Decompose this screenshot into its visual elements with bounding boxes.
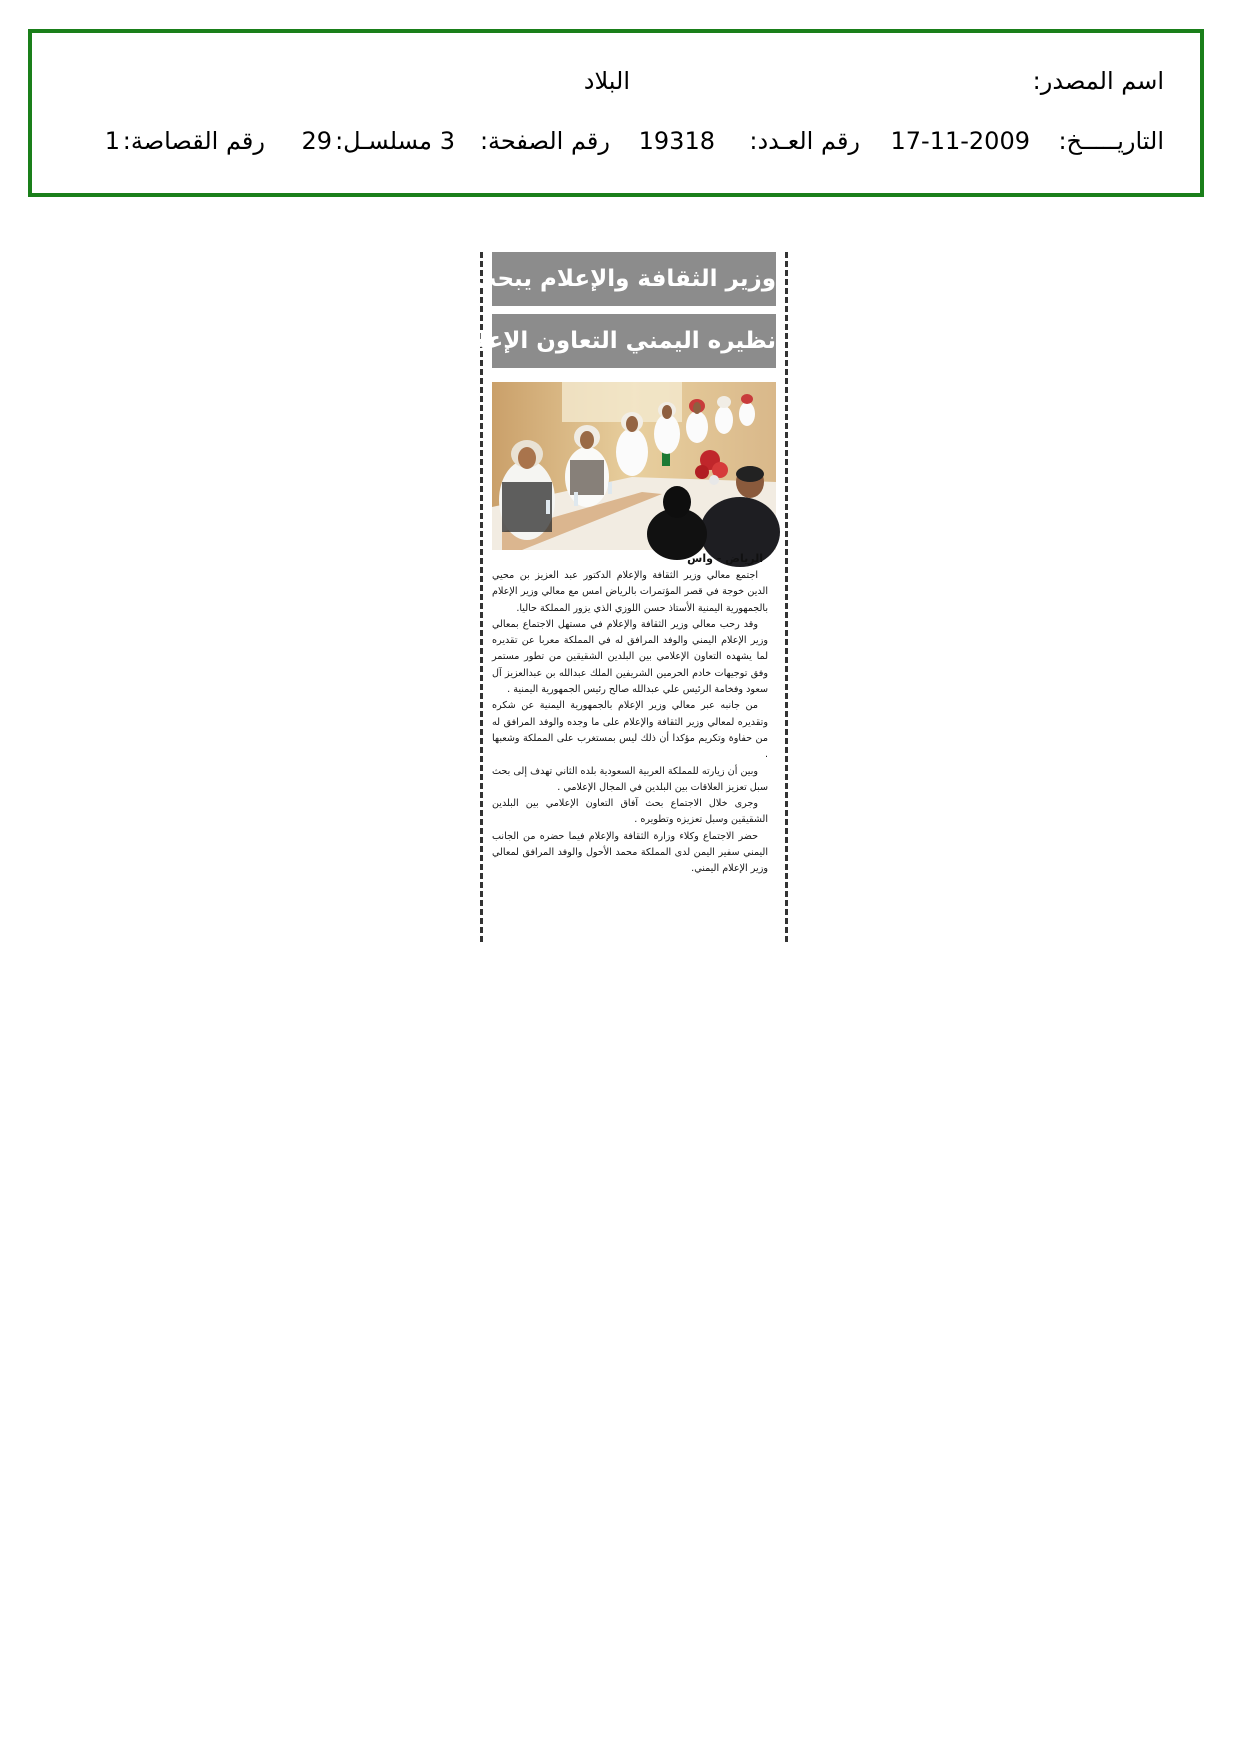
article-dateline: الرياض - واس (687, 552, 763, 565)
date-label: التاريـــــخ: (1058, 127, 1164, 155)
issue-value: 19318 (638, 127, 715, 155)
article-paragraph: اجتمع معالي وزير الثقافة والإعلام الدكتور عبد العزيز بن محيي الدين خوجة في قصر المؤتمرات بالرياض امس مع معالي وزير الإعلام بالجمهورية اليمنية الأستاذ حسن اللوزي الذي يزور المملكة حاليا. (492, 570, 768, 614)
clipping-info-box (28, 29, 1204, 197)
source-row (32, 61, 1200, 101)
headline-line-2: نظيره اليمني التعاون الإعلامي (492, 314, 776, 368)
page-label: رقم الصفحة: (479, 127, 610, 155)
headline-line-1: وزير الثقافة والإعلام يبحث مع (492, 252, 776, 306)
serial-value: 29 (301, 127, 332, 155)
meeting-photo-image (492, 382, 776, 550)
clip-number-label: رقم القصاصة: (122, 127, 265, 155)
article-paragraph: وقد رحب معالي وزير الثقافة والإعلام في مستهل الاجتماع بمعالي وزير الإعلام اليمني والوفد المرافق له في المملكة معربا عن تقديره لما يشهده التعاون الإعلامي بين البلدين الشقيقين من تطور مستمر وفق توجيهات خادم الحرمين الشريفين الملك عبدالله بن عبدالعزيز آل سعود وفخامة الرئيس علي عبدالله صالح رئيس الجمهورية اليمنية . (492, 618, 768, 696)
details-row (32, 121, 1200, 161)
article-paragraph: وجرى خلال الاجتماع بحث آفاق التعاون الإعلامي بين البلدين الشقيقين وسبل تعزيزه وتطويره . (492, 798, 768, 826)
meeting-photo (492, 382, 776, 550)
article-paragraph: وبين أن زيارته للمملكة العربية السعودية بلده الثاني تهدف إلى بحث سبل تعزيز العلاقات بين البلدين في المجال الإعلامي . (492, 765, 768, 793)
source-label: اسم المصدر: (1032, 67, 1164, 95)
serial-label: مسلسـل: (335, 127, 432, 155)
article-paragraph: حضر الاجتماع وكلاء وزارة الثقافة والإعلام فيما حضره من الجانب اليمني سفير اليمن لدى المملكة محمد الأحول والوفد المرافق لمعالي وزير الإعلام اليمني. (492, 830, 768, 875)
clip-number-value: 1 (104, 127, 120, 155)
source-value: البلاد (583, 67, 630, 95)
issue-label: رقم العـدد: (749, 127, 860, 155)
article-paragraph: من جانبه عبر معالي وزير الإعلام بالجمهورية اليمنية عن شكره وتقديره لمعالي وزير الثقافة والإعلام على ما وجده والوفد المرافق له من حفاوة وتكريم مؤكدا أن ذلك ليس بمستغرب على المملكة وشعبها . (492, 700, 768, 761)
date-value: 17-11-2009 (890, 127, 1030, 155)
newspaper-clipping (432, 252, 788, 942)
page-value: 3 (439, 127, 455, 155)
article-body (492, 568, 768, 938)
